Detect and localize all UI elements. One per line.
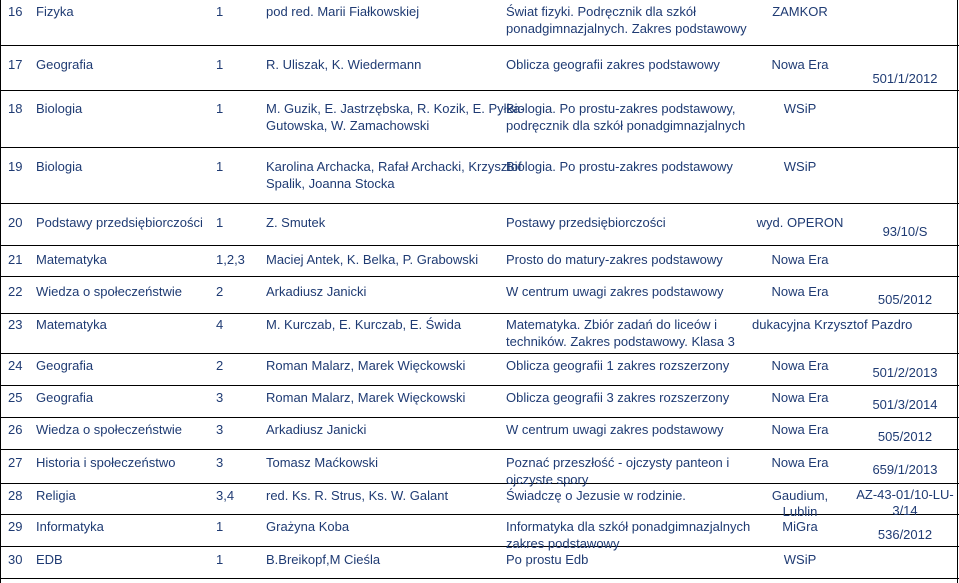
title-cell-line2: podręcznik dla szkół ponadgimnazjalnych [506, 118, 746, 133]
author-cell: R. Uliszak, K. Wiedermann [266, 57, 422, 72]
row-number: 19 [8, 159, 23, 174]
row-number: 28 [8, 488, 23, 503]
title-cell: Świadczę o Jezusie w rodzinie. [506, 488, 686, 503]
level-cell: 1 [216, 215, 224, 230]
row-divider [0, 147, 959, 148]
author-cell: Maciej Antek, K. Belka, P. Grabowski [266, 252, 479, 267]
level-cell: 3 [216, 422, 224, 437]
subject-cell: Historia i społeczeństwo [36, 455, 176, 470]
approval-number-cell: 505/2012 [877, 292, 933, 307]
approval-number-cell: 505/2012 [877, 429, 933, 444]
level-cell: 1 [216, 4, 224, 19]
publisher-cell-line2: Lublin [782, 504, 818, 519]
row-divider [0, 578, 959, 579]
level-cell: 3,4 [216, 488, 235, 503]
publisher-cell: WSiP [783, 159, 817, 174]
title-cell: Poznać przeszłość - ojczysty panteon i [506, 455, 730, 470]
publisher-cell: Nowa Era [771, 455, 829, 470]
publisher-cell: ZAMKOR [772, 4, 828, 19]
row-number: 16 [8, 4, 23, 19]
level-cell: 1 [216, 57, 224, 72]
level-cell: 1,2,3 [216, 252, 245, 267]
author-cell: B.Breikopf,M Cieśla [266, 552, 381, 567]
column-divider [0, 0, 1, 583]
approval-number-cell: AZ-43-01/10-LU- [856, 487, 954, 502]
subject-cell: Podstawy przedsiębiorczości [36, 215, 203, 230]
author-cell: Karolina Archacka, Rafał Archacki, Krzysztof [266, 159, 522, 174]
subject-cell: Matematyka [36, 252, 107, 267]
column-divider [957, 0, 958, 583]
approval-number-cell-line2: 3/14 [892, 503, 918, 518]
row-number: 22 [8, 284, 23, 299]
title-cell: Po prostu Edb [506, 552, 589, 567]
row-number: 26 [8, 422, 23, 437]
title-cell-line2: ojczyste spory [506, 472, 589, 487]
author-cell-line2: Gutowska, W. Zamachowski [266, 118, 430, 133]
publisher-cell: Nowa Era [771, 284, 829, 299]
row-number: 21 [8, 252, 23, 267]
row-number: 20 [8, 215, 23, 230]
title-cell: Oblicza geografii 1 zakres rozszerzony [506, 358, 730, 373]
author-cell: Arkadiusz Janicki [266, 284, 367, 299]
publisher-cell: MiGra [782, 519, 818, 534]
approval-number-cell: 501/2/2013 [872, 365, 938, 380]
title-cell: Postawy przedsiębiorczości [506, 215, 666, 230]
row-divider [0, 483, 959, 484]
row-divider [0, 245, 959, 246]
row-divider [0, 45, 959, 46]
row-number: 27 [8, 455, 23, 470]
subject-cell: Geografia [36, 390, 94, 405]
author-cell: Roman Malarz, Marek Więckowski [266, 358, 466, 373]
approval-number-cell: 93/10/S [882, 224, 928, 239]
title-cell-line2: ponadgimnazjalnych. Zakres podstawowy [506, 21, 747, 36]
author-cell: Tomasz Maćkowski [266, 455, 378, 470]
author-cell: pod red. Marii Fiałkowskiej [266, 4, 420, 19]
level-cell: 2 [216, 358, 224, 373]
author-cell: Roman Malarz, Marek Więckowski [266, 390, 466, 405]
row-number: 29 [8, 519, 23, 534]
publisher-cell: Nowa Era [771, 252, 829, 267]
title-cell-line2: zakres podstawowy [506, 536, 620, 551]
publisher-cell: wyd. OPERON [756, 215, 844, 230]
level-cell: 1 [216, 552, 224, 567]
author-cell: Arkadiusz Janicki [266, 422, 367, 437]
row-divider [0, 276, 959, 277]
title-cell: Biologia. Po prostu-zakres podstawowy, [506, 101, 736, 116]
title-cell: W centrum uwagi zakres podstawowy [506, 284, 724, 299]
title-cell: Matematyka. Zbiór zadań do liceów i [506, 317, 717, 332]
publisher-cell: Nowa Era [771, 57, 829, 72]
row-number: 25 [8, 390, 23, 405]
level-cell: 1 [216, 159, 224, 174]
publisher-cell: WSiP [783, 552, 817, 567]
subject-cell: Fizyka [36, 4, 74, 19]
row-divider [0, 313, 959, 314]
publisher-cell: dukacyjna Krzysztof Pazdro [752, 317, 913, 332]
subject-cell: Geografia [36, 358, 94, 373]
publisher-cell: Gaudium, [771, 488, 829, 503]
approval-number-cell: 536/2012 [877, 527, 933, 542]
title-cell: Biologia. Po prostu-zakres podstawowy [506, 159, 733, 174]
title-cell: Prosto do matury-zakres podstawowy [506, 252, 723, 267]
subject-cell: Religia [36, 488, 76, 503]
title-cell: W centrum uwagi zakres podstawowy [506, 422, 724, 437]
title-cell: Oblicza geografii zakres podstawowy [506, 57, 720, 72]
row-divider [0, 417, 959, 418]
author-cell: M. Guzik, E. Jastrzębska, R. Kozik, E. Pyłka- [266, 101, 525, 116]
subject-cell: EDB [36, 552, 63, 567]
approval-number-cell: 501/3/2014 [872, 397, 938, 412]
row-number: 24 [8, 358, 23, 373]
subject-cell: Wiedza o społeczeństwie [36, 284, 182, 299]
level-cell: 1 [216, 101, 224, 116]
subject-cell: Biologia [36, 101, 83, 116]
author-cell: M. Kurczab, E. Kurczab, E. Świda [266, 317, 462, 332]
approval-number-cell: 659/1/2013 [872, 462, 938, 477]
level-cell: 1 [216, 519, 224, 534]
author-cell: Z. Smutek [266, 215, 326, 230]
level-cell: 2 [216, 284, 224, 299]
title-cell: Świat fizyki. Podręcznik dla szkół [506, 4, 697, 19]
row-number: 23 [8, 317, 23, 332]
row-divider [0, 203, 959, 204]
subject-cell: Wiedza o społeczeństwie [36, 422, 182, 437]
subject-cell: Geografia [36, 57, 94, 72]
publisher-cell: WSiP [783, 101, 817, 116]
row-number: 17 [8, 57, 23, 72]
publisher-cell: Nowa Era [771, 422, 829, 437]
author-cell: red. Ks. R. Strus, Ks. W. Galant [266, 488, 449, 503]
row-divider [0, 90, 959, 91]
row-divider [0, 353, 959, 354]
publisher-cell: Nowa Era [771, 358, 829, 373]
publisher-cell: Nowa Era [771, 390, 829, 405]
level-cell: 4 [216, 317, 224, 332]
row-number: 30 [8, 552, 23, 567]
row-number: 18 [8, 101, 23, 116]
approval-number-cell: 501/1/2012 [872, 71, 938, 86]
subject-cell: Biologia [36, 159, 83, 174]
title-cell: Oblicza geografii 3 zakres rozszerzony [506, 390, 730, 405]
author-cell: Grażyna Koba [266, 519, 350, 534]
level-cell: 3 [216, 455, 224, 470]
title-cell-line2: techników. Zakres podstawowy. Klasa 3 [506, 334, 735, 349]
row-divider [0, 385, 959, 386]
level-cell: 3 [216, 390, 224, 405]
row-divider [0, 546, 959, 547]
subject-cell: Matematyka [36, 317, 107, 332]
author-cell-line2: Spalik, Joanna Stocka [266, 176, 395, 191]
row-divider [0, 449, 959, 450]
subject-cell: Informatyka [36, 519, 104, 534]
title-cell: Informatyka dla szkół ponadgimnazjalnych [506, 519, 751, 534]
